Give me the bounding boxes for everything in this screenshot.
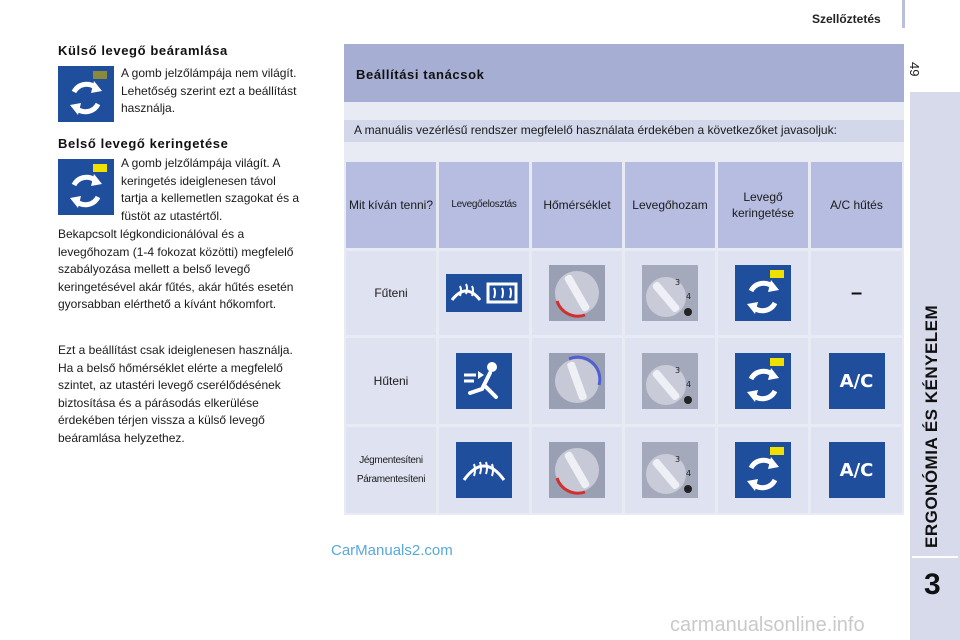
table-cell [718, 251, 808, 335]
row-label-heating: Fűteni [346, 251, 436, 335]
fan-dial-icon [642, 442, 698, 498]
col-header-recirculation: Levegő keringetése [718, 162, 808, 248]
svg-text:4: 4 [686, 380, 692, 389]
fan-dial-icon [642, 353, 698, 409]
col-header-distribution: Levegőelosztás [439, 162, 529, 248]
table-cell [718, 338, 808, 424]
chapter-title: ERGONÓMIA ÉS KÉNYELEM [922, 304, 941, 548]
temperature-dial-hot-icon [549, 265, 605, 321]
recirculation-icon [735, 353, 791, 409]
table-cell [532, 338, 622, 424]
svg-text:4: 4 [686, 292, 692, 301]
chapter-number: 3 [924, 568, 941, 601]
footer-watermark: carmanualsonline.info [670, 614, 865, 636]
col-header-temperature: Hőmérséklet [532, 162, 622, 248]
ac-not-used: – [811, 251, 902, 335]
recirculation-comfort-text: Bekapcsolt légkondicionálóval és a levegőhozam (1-4 fokozat közötti) megfelelő szabályozása mellett a belső levegő keringetésével akár fűtés, akár hűtés esetén gyorsabban elérthető a kívánt hőkomfort. [58, 227, 294, 311]
table-cell [439, 251, 529, 335]
table-cell [439, 427, 529, 513]
table-cell [439, 338, 529, 424]
row-label-defrost: Jégmentesíteni Páramentesíteni [346, 427, 436, 513]
external-air-text: A gomb jelzőlámpája nem világít. Lehetőség szerint ezt a beállítást használja. [121, 66, 297, 115]
col-header-flow: Levegőhozam [625, 162, 715, 248]
site-watermark: CarManuals2.com [331, 542, 453, 559]
table-cell [625, 251, 715, 335]
table-cell [532, 427, 622, 513]
row-label-cooling: Hűteni [346, 338, 436, 424]
header-rule [902, 0, 905, 28]
ac-icon: A/C [829, 442, 885, 498]
windscreen-rear-defrost-icon [446, 274, 522, 312]
temperature-dial-cold-icon [549, 353, 605, 409]
recirculation-icon [735, 265, 791, 321]
windscreen-defrost-icon [456, 442, 512, 498]
svg-text:3: 3 [675, 278, 681, 287]
col-header-goal: Mit kíván tenni? [346, 162, 436, 248]
table-cell [811, 338, 902, 424]
col-header-ac: A/C hűtés [811, 162, 902, 248]
face-vents-icon [456, 353, 512, 409]
recirculation-on-icon [58, 159, 114, 215]
external-air-title: Külső levegő beáramlása [58, 43, 228, 58]
advice-title: Beállítási tanácsok [356, 67, 485, 82]
section-header: Szellőztetés [812, 12, 881, 26]
recirculation-temporary-text: Ezt a beállítást csak ideiglenesen használja. Ha a belső hőmérséklet elérte a megfelelő szintet, az utastéri levegő cserélődésének biztosítása és a párásodás elkerülése érdekében térjen vissza a külső levegő beáramlása helyzethez. [58, 343, 293, 445]
recirculation-icon [735, 442, 791, 498]
temperature-dial-hot-icon [549, 442, 605, 498]
table-cell [811, 427, 902, 513]
table-cell [625, 427, 715, 513]
table-cell [625, 338, 715, 424]
ac-icon: A/C [829, 353, 885, 409]
recirculation-title: Belső levegő keringetése [58, 136, 229, 151]
recirculation-arrows-icon [66, 171, 106, 211]
page-number: 49 [907, 62, 922, 77]
recirculation-indicator-text: A gomb jelzőlámpája világít. A keringetés ideiglenesen távol tartja a kellemetlen szagokat és a füstöt az utastértől. [121, 156, 300, 223]
svg-text:4: 4 [686, 469, 692, 478]
table-cell [532, 251, 622, 335]
table-cell [718, 427, 808, 513]
svg-text:3: 3 [675, 366, 681, 375]
recirculation-arrows-icon [66, 78, 106, 118]
chapter-rule [912, 556, 958, 558]
svg-text:3: 3 [675, 455, 681, 464]
fan-dial-icon [642, 265, 698, 321]
recirculation-off-icon [58, 66, 114, 122]
advice-intro: A manuális vezérlésű rendszer megfelelő használata érdekében a következőket javasoljuk: [354, 123, 837, 137]
